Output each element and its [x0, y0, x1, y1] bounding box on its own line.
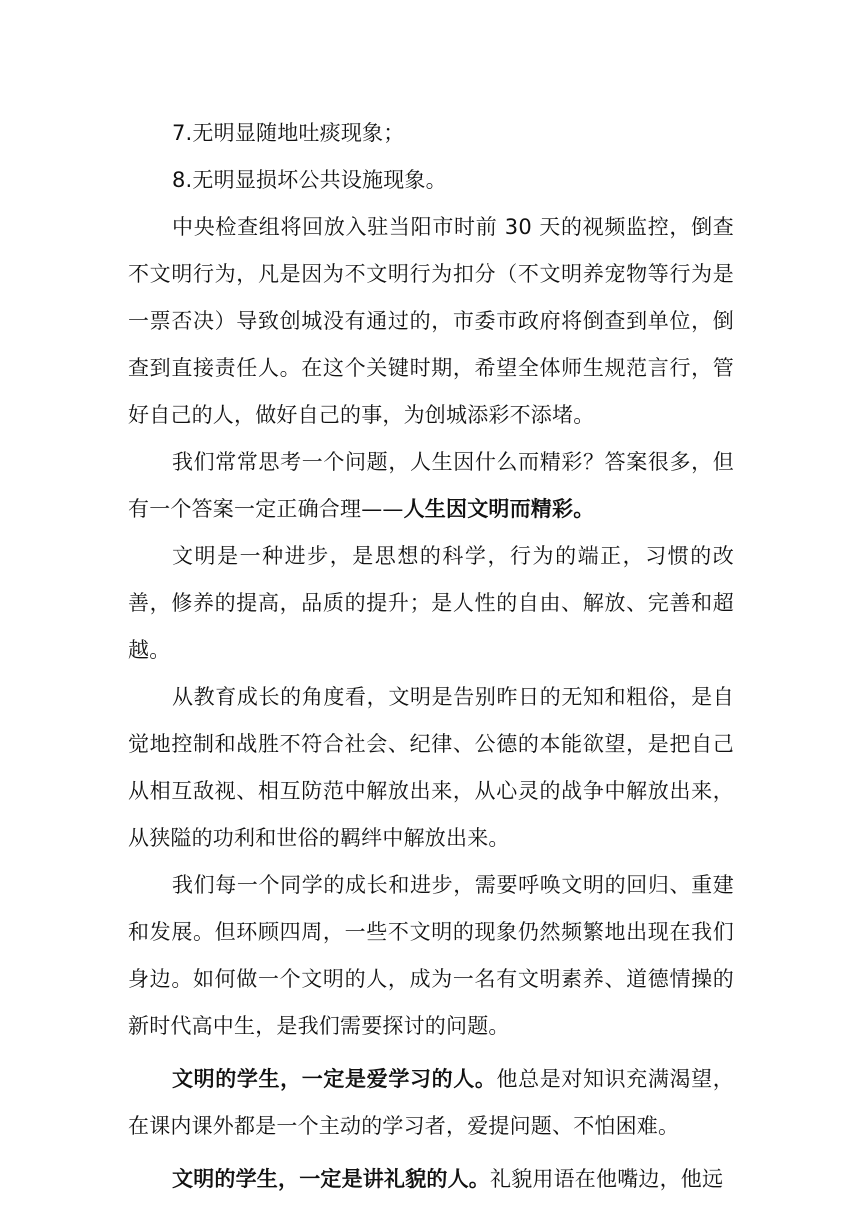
paragraph-text: 他总是对知识充满渴望，在课内课外都是一个主动的学习者，爱提问题、不怕困难。 [128, 1067, 735, 1138]
paragraph-text: 我们常常思考一个问题，人生因什么而精彩？答案很多，但有一个答案一定正确合理—— [128, 450, 734, 521]
paragraph-education-growth: 从教育成长的角度看，文明是告别昨日的无知和粗俗，是自觉地控制和战胜不符合社会、纪律、公德的本能欲望，是把自己从相互敌视、相互防范中解放出来，从心灵的战争中解放出来，从狭隘的功利和世俗的羁绊中解放出来。 [128, 685, 734, 850]
paragraph-love-learning [128, 1056, 734, 1150]
list-item-7: 7.无明显随地吐痰现象； [172, 121, 405, 145]
emphasis-heading: 文明的学生，一定是讲礼貌的人。 [172, 1167, 490, 1191]
paragraph-inspection: 中央检查组将回放入驻当阳市时前 30 天的视频监控，倒查不文明行为，凡是因为不文明行为扣分（不文明养宠物等行为是一票否决）导致创城没有通过的，市委市政府将倒查到单位，倒查到直接责任人。在这个关键时期，希望全体师生规范言行，管好自己的人，做好自己的事，为创城添彩不添堵。 [128, 215, 734, 427]
paragraph-text: 礼貌用语在他嘴边，他远 [490, 1167, 724, 1191]
emphasis-text: 人生因文明而精彩。 [403, 497, 595, 521]
emphasis-heading: 文明的学生，一定是爱学习的人。 [172, 1067, 497, 1091]
paragraph-civilization-definition: 文明是一种进步，是思想的科学，行为的端正，习惯的改善，修养的提高，品质的提升；是人性的自由、解放、完善和超越。 [128, 544, 734, 662]
list-item-8: 8.无明显损坏公共设施现象。 [172, 168, 447, 192]
paragraph-student-growth: 我们每一个同学的成长和进步，需要呼唤文明的回归、重建和发展。但环顾四周，一些不文明的现象仍然频繁地出现在我们身边。如何做一个文明的人，成为一名有文明素养、道德情操的新时代高中生，是我们需要探讨的问题。 [128, 873, 734, 1038]
paragraph-politeness [128, 1156, 734, 1203]
paragraph-life-question [128, 439, 734, 533]
